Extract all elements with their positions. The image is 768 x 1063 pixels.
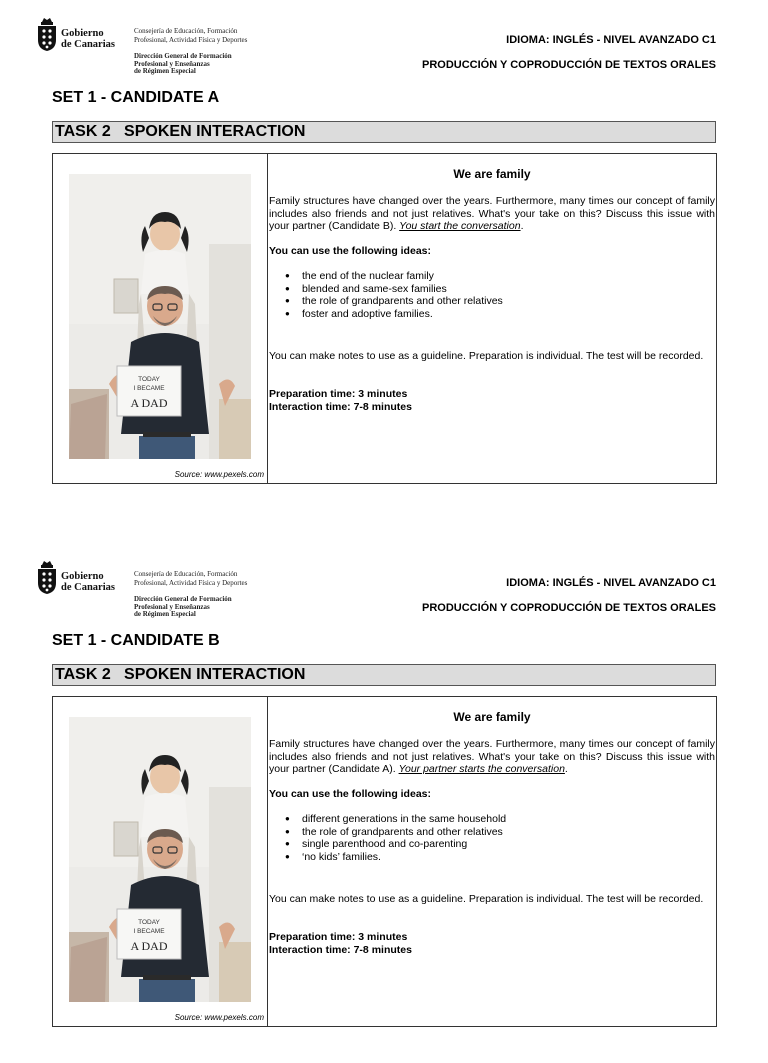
- direccion-line-1: Dirección General de Formación: [134, 52, 232, 60]
- task-box: [52, 696, 717, 1027]
- gov-line-1: Gobierno: [61, 28, 104, 39]
- gobierno-text: [61, 572, 115, 593]
- idea-item: ● blended and same-sex families: [302, 283, 503, 296]
- interaction-time: Interaction time: 7-8 minutes: [269, 944, 412, 956]
- direccion-text: [134, 53, 264, 76]
- family-photo: [69, 174, 251, 459]
- preparation-time: Preparation time: 3 minutes: [269, 388, 408, 400]
- instructions-paragraph: [269, 738, 715, 776]
- language-level-heading: IDIOMA: INGLÉS - NIVEL AVANZADO C1: [506, 577, 716, 589]
- ideas-list: [269, 813, 506, 863]
- column-divider: [267, 154, 268, 483]
- preparation-time: Preparation time: 3 minutes: [269, 931, 408, 943]
- gobierno-canarias-logo: [36, 16, 276, 86]
- consejeria-line-1: Consejería de Educación, Formación: [134, 570, 238, 578]
- column-divider: [267, 697, 268, 1026]
- idea-item: ● single parenthood and co-parenting: [302, 838, 506, 851]
- task-title-bar: TASK 2 SPOKEN INTERACTION: [52, 664, 716, 686]
- direccion-line-1: Dirección General de Formación: [134, 595, 232, 603]
- notes-paragraph: You can make notes to use as a guideline. Preparation is individual. The test will be recorded.: [269, 350, 704, 362]
- production-heading: PRODUCCIÓN Y COPRODUCCIÓN DE TEXTOS ORALES: [422, 602, 716, 614]
- direccion-line-3: de Régimen Especial: [134, 67, 196, 75]
- photo-sign-line-3: A DAD: [130, 939, 168, 953]
- idea-item: ● different generations in the same household: [302, 813, 506, 826]
- idea-item: ● the role of grandparents and other relatives: [302, 826, 506, 839]
- idea-item: ● the role of grandparents and other relatives: [302, 295, 503, 308]
- photo-sign-line-1: TODAY: [138, 376, 160, 383]
- ideas-label: You can use the following ideas:: [269, 245, 431, 257]
- photo-sign-line-2: I BECAME: [133, 928, 165, 935]
- gov-line-2: de Canarias: [61, 581, 115, 593]
- consejeria-line-1: Consejería de Educación, Formación: [134, 27, 238, 35]
- photo-sign-line-3: A DAD: [130, 396, 168, 410]
- consejeria-line-2: Profesional, Actividad Física y Deportes: [134, 578, 248, 587]
- photo-sign-line-1: TODAY: [138, 919, 160, 926]
- ideas-label: You can use the following ideas:: [269, 788, 431, 800]
- direccion-text: [134, 596, 264, 619]
- exam-page-candidate-b: [0, 543, 768, 1063]
- direccion-line-3: de Régimen Especial: [134, 610, 196, 618]
- task-title-bar: TASK 2 SPOKEN INTERACTION: [52, 121, 716, 143]
- instructions-end: .: [520, 220, 524, 232]
- gov-line-1: Gobierno: [61, 571, 104, 582]
- coat-of-arms-icon: [36, 16, 58, 52]
- exam-page-candidate-a: [0, 0, 768, 520]
- interaction-time: Interaction time: 7-8 minutes: [269, 401, 412, 413]
- production-heading: PRODUCCIÓN Y COPRODUCCIÓN DE TEXTOS ORALES: [422, 59, 716, 71]
- image-source: Source: www.pexels.com: [174, 470, 264, 479]
- instructions-text: Family structures have changed over the years. Furthermore, many times our concept of family includes also friends and not just relatives. What's your take on this? Discuss this issue with your partner (Candidate A).: [269, 738, 715, 775]
- father-daughter-photo-illustration: [69, 717, 251, 1002]
- coat-of-arms-icon: [36, 559, 58, 595]
- instructions-paragraph: [269, 195, 715, 233]
- instructions-end: .: [564, 763, 568, 775]
- gobierno-text: [61, 29, 115, 50]
- idea-item: ● foster and adoptive families.: [302, 308, 503, 321]
- gov-line-2: de Canarias: [61, 38, 115, 50]
- direccion-line-2: Profesional y Enseñanzas: [134, 59, 210, 68]
- topic-title: We are family: [453, 167, 531, 181]
- set-title: SET 1 - CANDIDATE A: [52, 89, 220, 106]
- consejeria-text: [134, 27, 284, 44]
- topic-title: We are family: [453, 710, 531, 724]
- family-photo: [69, 717, 251, 1002]
- photo-sign-line-2: I BECAME: [133, 385, 165, 392]
- conversation-instruction: You start the conversation: [399, 220, 521, 232]
- set-title: SET 1 - CANDIDATE B: [52, 632, 220, 649]
- idea-item: ● ‘no kids’ families.: [302, 851, 506, 864]
- consejeria-line-2: Profesional, Actividad Física y Deportes: [134, 35, 248, 44]
- father-daughter-photo-illustration: [69, 174, 251, 459]
- language-level-heading: IDIOMA: INGLÉS - NIVEL AVANZADO C1: [506, 34, 716, 46]
- gobierno-canarias-logo: [36, 559, 276, 629]
- direccion-line-2: Profesional y Enseñanzas: [134, 602, 210, 611]
- instructions-text: Family structures have changed over the years. Furthermore, many times our concept of family includes also friends and not just relatives. What's your take on this? Discuss this issue with your partner (Candidate B).: [269, 195, 715, 232]
- consejeria-text: [134, 570, 284, 587]
- task-box: [52, 153, 717, 484]
- notes-paragraph: You can make notes to use as a guideline. Preparation is individual. The test will be recorded.: [269, 893, 704, 905]
- image-source: Source: www.pexels.com: [174, 1013, 264, 1022]
- idea-item: ● the end of the nuclear family: [302, 270, 503, 283]
- ideas-list: [269, 270, 503, 320]
- conversation-instruction: Your partner starts the conversation: [398, 763, 565, 775]
